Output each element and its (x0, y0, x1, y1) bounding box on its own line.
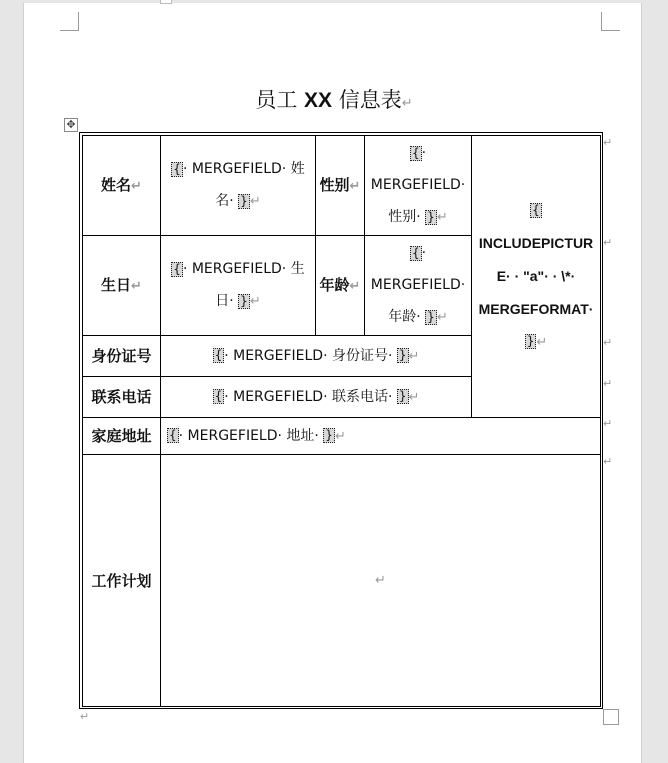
label-work-plan: 工作计划 (83, 455, 161, 707)
row-end-mark-icon: ↵ (603, 136, 613, 149)
row-end-mark-icon: ↵ (603, 377, 613, 390)
field-phone[interactable]: { · MERGEFIELD· 联系电话· } ↵ (161, 377, 472, 418)
field-brace-close: } (240, 193, 248, 208)
field-work-plan[interactable]: ↵ (161, 455, 601, 707)
label-name: 姓名↵ (83, 136, 161, 236)
title-text-bold: XX (304, 89, 333, 112)
field-brace-open: { (173, 161, 181, 176)
label-id-number: 身份证号 (83, 336, 161, 377)
field-id-number[interactable]: { · MERGEFIELD· 身份证号· } ↵ (161, 336, 472, 377)
field-address[interactable]: { · MERGEFIELD· 地址· } ↵ (161, 418, 601, 455)
label-birthday: 生日↵ (83, 236, 161, 336)
paragraph-mark-icon: ↵ (401, 96, 413, 111)
label-phone: 联系电话 (83, 377, 161, 418)
row-end-mark-icon: ↵ (603, 455, 613, 468)
field-age[interactable]: { · MERGEFIELD· 年龄· } ↵ (365, 236, 472, 336)
margin-corner-top-right (601, 12, 620, 31)
field-birthday[interactable]: { · MERGEFIELD· 生日· } ↵ (161, 236, 316, 336)
field-name[interactable]: { · MERGEFIELD· 姓名· } ↵ (161, 136, 316, 236)
row-end-mark-icon: ↵ (603, 236, 613, 249)
title-text-prefix: 员工 (255, 88, 305, 112)
label-address: 家庭地址 (83, 418, 161, 455)
row-end-mark-icon: ↵ (603, 336, 613, 349)
field-gender[interactable]: { · MERGEFIELD· 性别· } ↵ (365, 136, 472, 236)
margin-corner-top-left (60, 12, 79, 31)
label-age: 年龄↵ (316, 236, 365, 336)
row-end-mark-icon: ↵ (603, 417, 613, 430)
ruler-marker (160, 0, 172, 4)
page-title (0, 84, 668, 114)
table-move-handle-icon[interactable]: ✥ (64, 118, 78, 132)
table-resize-handle[interactable] (603, 709, 619, 725)
paragraph-mark-icon: ↵ (80, 711, 90, 723)
employee-info-table (82, 135, 601, 707)
photo-field[interactable]: { INCLUDEPICTUR E· · "a"· · \*· MERGEFORMAT· } ↵ (472, 136, 601, 418)
title-text-suffix: 信息表 (332, 88, 402, 112)
label-gender: 性别↵ (316, 136, 365, 236)
